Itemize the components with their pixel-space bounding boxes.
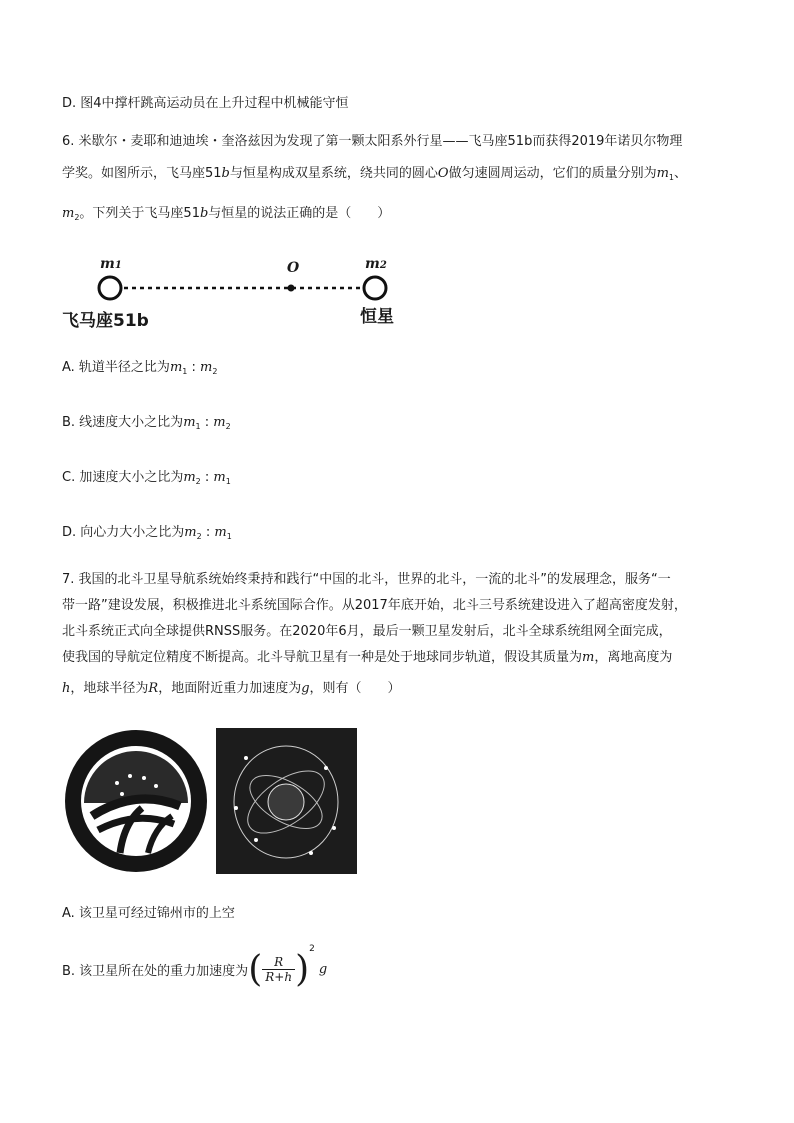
q6-symbol-o: O	[437, 166, 449, 181]
q7-stem-line2: 带一路”建设发展，积极推进北斗系统国际合作。从2017年底开始，北斗三号系统建设进入了超高密度发射，	[62, 598, 687, 613]
o-label: O	[287, 260, 300, 276]
q6-option-b: B. 线速度大小之比为$m_1$ : $m_2$	[62, 415, 231, 431]
m1-label: m1	[100, 256, 122, 272]
q6-symbol-b: b	[221, 166, 230, 181]
q6-subscript: 1	[668, 173, 674, 182]
m2-label: m2	[365, 256, 387, 272]
q7-option-b: B. 该卫星所在处的重力加速度为( $\frac{R}{R+h}$ )$^2$g	[62, 944, 328, 990]
satellite-orbit-image	[216, 728, 357, 874]
q6-symbol-m: m	[62, 206, 75, 221]
q6-stem-line3	[62, 202, 390, 222]
q7-stem-line1: 7. 我国的北斗卫星导航系统始终秉持和践行“中国的北斗，世界的北斗，一流的北斗”的发展理念，服务“一	[62, 572, 671, 587]
q6-option-d: D. 向心力大小之比为$m_2$ : $m_1$	[62, 525, 232, 541]
q6-text: 做匀速圆周运动，它们的质量分别为	[448, 166, 657, 181]
q6-text: 与恒星的说法正确的是（ ）	[208, 206, 391, 221]
fraction: $\frac{R}{R+h}$	[262, 955, 295, 984]
q6-text: 。下列关于飞马座51	[79, 206, 200, 221]
q6-option-c: C. 加速度大小之比为$m_2$ : $m_1$	[62, 470, 231, 486]
q7-stem-line3: 北斗系统正式向全球提供RNSS服务。在2020年6月，最后一颗卫星发射后，北斗全球系统组网全面完成，	[62, 624, 672, 639]
beidou-logo-graphic	[62, 728, 210, 874]
planet-name: 飞马座51b	[62, 311, 149, 331]
q6-text: 、	[674, 166, 688, 181]
q7-stem-line5: h，地球半径为R，地面附近重力加速度为g，则有（ ）	[62, 681, 401, 696]
q6-text: 与恒星构成双星系统，绕共同的圆心	[229, 166, 438, 181]
q7-option-a: A. 该卫星可经过锦州市的上空	[62, 906, 235, 921]
star-circle	[364, 277, 386, 299]
center-point-o	[288, 285, 295, 292]
q6-option-a: A. 轨道半径之比为$m_1$ : $m_2$	[62, 360, 218, 376]
planet-circle	[99, 277, 121, 299]
q6-stem-line2	[62, 162, 687, 182]
beidou-logo	[62, 728, 210, 874]
binary-star-figure	[62, 250, 422, 330]
star-name: 恒星	[360, 307, 394, 327]
q7-stem-line4: 使我国的导航定位精度不断提高。北斗导航卫星有一种是处于地球同步轨道，假设其质量为m，离地高度为	[62, 650, 673, 665]
q5-option-d: D. 图4中撑杆跳高运动员在上升过程中机械能守恒	[62, 96, 349, 111]
q6-symbol-b: b	[199, 206, 209, 221]
q6-subscript: 2	[74, 213, 80, 222]
q6-symbol-m: m	[656, 166, 669, 181]
orbit-graphic	[216, 728, 357, 874]
q6-text: 学奖。如图所示，飞马座51	[62, 166, 222, 181]
q6-stem-line1: 6. 米歇尔・麦耶和迪迪埃・奎洛兹因为发现了第一颗太阳系外行星——飞马座51b而获得2019年诺贝尔物理	[62, 134, 683, 149]
